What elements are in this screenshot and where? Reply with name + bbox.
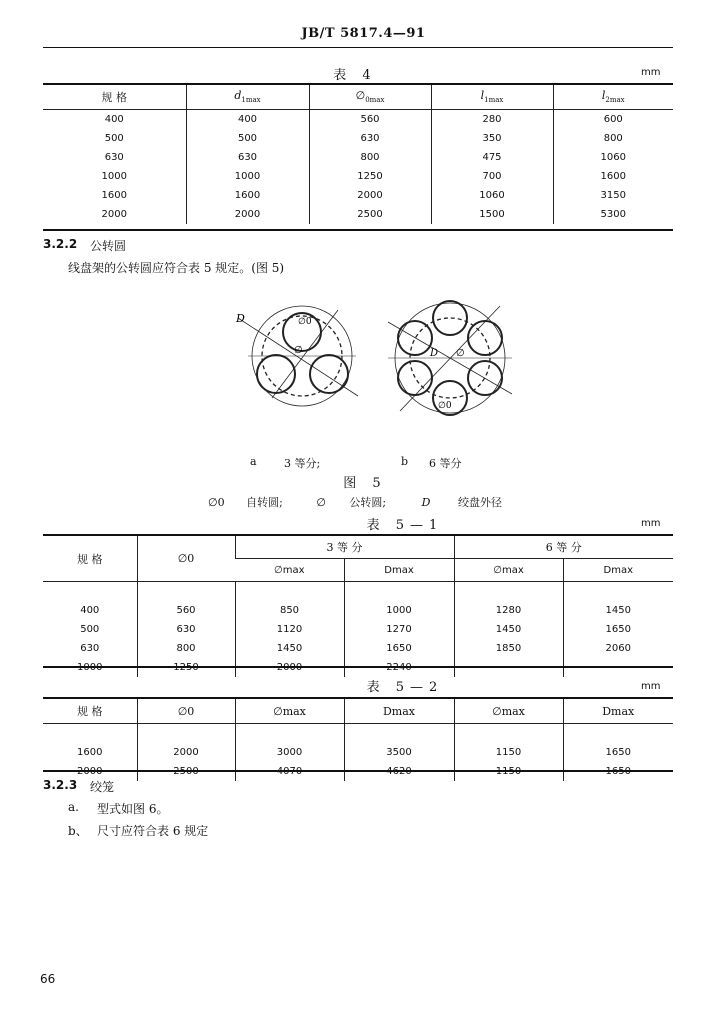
figure5b-diagram bbox=[380, 296, 520, 430]
table4-cell: 1060 bbox=[553, 148, 673, 167]
table52-cell: 1150 bbox=[454, 743, 563, 762]
table51-unit: mm bbox=[641, 518, 661, 529]
table4-caption: 表 4 bbox=[333, 68, 377, 83]
table51-row bbox=[43, 620, 673, 639]
table52-header-cell: Dmax bbox=[563, 699, 673, 724]
table51-cell: 1650 bbox=[563, 620, 673, 639]
table51-spacer-row bbox=[43, 582, 673, 602]
table4-header-cell: 规 格 bbox=[43, 85, 186, 110]
figure5-legend bbox=[208, 494, 502, 510]
figure5a-diagram bbox=[228, 298, 368, 408]
table4-cell: 700 bbox=[431, 167, 553, 186]
figure5b-spool-circle bbox=[433, 301, 467, 335]
legend-desc: 绞盘外径 bbox=[457, 496, 502, 509]
table51-cell: 1650 bbox=[344, 639, 454, 658]
table51-cell: 1120 bbox=[235, 620, 344, 639]
table52-header-cell: ∅max bbox=[235, 699, 344, 724]
section-323-number: 3.2.3 bbox=[43, 778, 78, 792]
figure5b-mark-D: D bbox=[430, 348, 439, 359]
table4-header-cell: $l_{2max}$ bbox=[553, 85, 673, 110]
figure5a-label: a bbox=[250, 455, 257, 468]
figure5a-mark-D: D bbox=[236, 312, 245, 325]
table51-header-group6: 6 等 分 bbox=[454, 536, 673, 559]
table51-cell: 800 bbox=[137, 639, 235, 658]
table51-bottom-rule bbox=[43, 666, 673, 668]
table4-cell: 1000 bbox=[186, 167, 309, 186]
table52-body bbox=[43, 743, 673, 781]
table51-cell: 1270 bbox=[344, 620, 454, 639]
table4-cell: 630 bbox=[309, 129, 431, 148]
table4-header-cell: $d_{1max}$ bbox=[186, 85, 309, 110]
table4-cell: 1600 bbox=[553, 167, 673, 186]
table52-cell: 3500 bbox=[344, 743, 454, 762]
table4-header-cell: $\emptyset_{0max}$ bbox=[309, 85, 431, 110]
table4-cell: 630 bbox=[104, 152, 124, 163]
table52-cell: 3000 bbox=[235, 743, 344, 762]
table51-cell: 2060 bbox=[563, 639, 673, 658]
figure5b-spool-circle bbox=[468, 321, 502, 355]
table4-cell: 5300 bbox=[553, 205, 673, 224]
table51-cell: 1450 bbox=[454, 620, 563, 639]
header-rule bbox=[43, 47, 673, 48]
table4-cell: 400 bbox=[186, 110, 309, 130]
table4-cell: 1000 bbox=[101, 171, 127, 182]
table51-cell: 1280 bbox=[454, 601, 563, 620]
table52-caption: 表 5—2 bbox=[366, 680, 444, 695]
table4-row bbox=[43, 186, 673, 205]
table51-cell: 1450 bbox=[563, 601, 673, 620]
table52-header-cell: Dmax bbox=[344, 699, 454, 724]
table51-row bbox=[43, 639, 673, 658]
table4-cell: 630 bbox=[186, 148, 309, 167]
table51-header-spec: 规 格 bbox=[43, 536, 137, 582]
table4-cell: 400 bbox=[104, 114, 124, 125]
table4-cell: 1250 bbox=[309, 167, 431, 186]
table52-unit: mm bbox=[641, 681, 661, 692]
table51-cell: 630 bbox=[137, 620, 235, 639]
figure5-caption: 图 5 bbox=[343, 476, 387, 491]
table4-header-row bbox=[43, 85, 673, 110]
table51-cell: 1000 bbox=[344, 601, 454, 620]
table4-row bbox=[43, 129, 673, 148]
figure5b-mark-phi0: ∅0 bbox=[438, 401, 452, 411]
table4-row bbox=[43, 148, 673, 167]
table52-header-cell: ∅max bbox=[454, 699, 563, 724]
table52-bottom-rule bbox=[43, 770, 673, 772]
page-number: 66 bbox=[40, 972, 56, 986]
table4-cell: 800 bbox=[309, 148, 431, 167]
section-322-title: 公转圆 bbox=[90, 239, 127, 253]
figure5a-mark-phi: ∅ bbox=[294, 345, 303, 356]
table52-spacer-row bbox=[43, 724, 673, 744]
table4-cell: 800 bbox=[553, 129, 673, 148]
legend-desc: 公转圆; bbox=[349, 496, 387, 509]
table51-subheader-cell: ∅max bbox=[235, 559, 344, 582]
table4-cell: 600 bbox=[553, 110, 673, 130]
table51-cell: 500 bbox=[80, 624, 100, 635]
table4-bottom-rule bbox=[43, 229, 673, 231]
table4-cell: 280 bbox=[431, 110, 553, 130]
table51-cell: 560 bbox=[137, 601, 235, 620]
table52-row bbox=[43, 743, 673, 762]
table4-cell: 500 bbox=[104, 133, 124, 144]
table51-subheader-cell: ∅max bbox=[454, 559, 563, 582]
table51-subheader-cell: Dmax bbox=[563, 559, 673, 582]
table52-cell: 1650 bbox=[563, 743, 673, 762]
section-323-item-text: 尺寸应符合表 6 规定 bbox=[97, 824, 209, 838]
table4-row bbox=[43, 167, 673, 186]
figure5a-label-text: 3 等分; bbox=[284, 457, 321, 470]
table51-row bbox=[43, 601, 673, 620]
table51-header-group3: 3 等 分 bbox=[235, 536, 454, 559]
figure5a-mark-phi0: ∅0 bbox=[298, 317, 312, 327]
table4-cell: 475 bbox=[431, 148, 553, 167]
section-323-title: 绞笼 bbox=[90, 780, 115, 794]
table51-cell: 1450 bbox=[235, 639, 344, 658]
section-323-item-text: 型式如图 6。 bbox=[97, 802, 169, 816]
table51-cell: 400 bbox=[80, 605, 100, 616]
table4-row bbox=[43, 110, 673, 130]
table51-cell: 630 bbox=[80, 643, 100, 654]
table4-cell: 1060 bbox=[431, 186, 553, 205]
table4-cell: 2000 bbox=[309, 186, 431, 205]
section-323-item-label: a. bbox=[68, 800, 79, 814]
standard-number: JB/T 5817.4—91 bbox=[301, 26, 426, 41]
legend-symbol: ∅0 bbox=[208, 496, 225, 509]
table52-header-cell: 规 格 bbox=[43, 699, 137, 724]
table51-subheader-cell: Dmax bbox=[344, 559, 454, 582]
figure5b-spool-circle bbox=[398, 361, 432, 395]
figure5a-spool-circle bbox=[257, 355, 295, 393]
table51-cell: 1850 bbox=[454, 639, 563, 658]
table52-cell: 2000 bbox=[137, 743, 235, 762]
section-322-number: 3.2.2 bbox=[43, 237, 78, 251]
legend-symbol: ∅ bbox=[316, 496, 326, 509]
table52-cell: 1600 bbox=[77, 747, 103, 758]
table4-row bbox=[43, 205, 673, 224]
table4-cell: 500 bbox=[186, 129, 309, 148]
figure5b-label-text: 6 等分 bbox=[429, 457, 462, 470]
section-323-item-label: b、 bbox=[68, 824, 88, 838]
table51-cell: 850 bbox=[235, 601, 344, 620]
table4-cell: 1500 bbox=[431, 205, 553, 224]
figure5b-mark-phi: ∅ bbox=[456, 348, 465, 359]
legend-symbol: D bbox=[421, 496, 431, 509]
table51-caption: 表 5—1 bbox=[366, 518, 444, 533]
table4-cell: 560 bbox=[309, 110, 431, 130]
table4-cell: 2500 bbox=[309, 205, 431, 224]
table4-cell: 2000 bbox=[186, 205, 309, 224]
table4-cell: 350 bbox=[431, 129, 553, 148]
table4 bbox=[43, 85, 673, 224]
table52 bbox=[43, 699, 673, 781]
table4-body bbox=[43, 110, 673, 225]
table52-header-cell: ∅0 bbox=[137, 699, 235, 724]
table51 bbox=[43, 536, 673, 677]
figure5a-spool-circle bbox=[310, 355, 348, 393]
table51-header-row bbox=[43, 536, 673, 559]
table51-header-phi0: ∅0 bbox=[137, 536, 235, 582]
table4-cell: 3150 bbox=[553, 186, 673, 205]
table4-header-cell: $l_{1max}$ bbox=[431, 85, 553, 110]
legend-desc: 自转圆; bbox=[246, 496, 283, 509]
section-322-body: 线盘架的公转圆应符合表 5 规定。(图 5) bbox=[68, 261, 285, 275]
table4-unit: mm bbox=[641, 67, 661, 78]
table4-cell: 1600 bbox=[101, 190, 127, 201]
table4-cell: 1600 bbox=[186, 186, 309, 205]
table4-cell: 2000 bbox=[101, 209, 127, 220]
table52-header-row bbox=[43, 699, 673, 724]
figure5b-label: b bbox=[401, 455, 409, 468]
